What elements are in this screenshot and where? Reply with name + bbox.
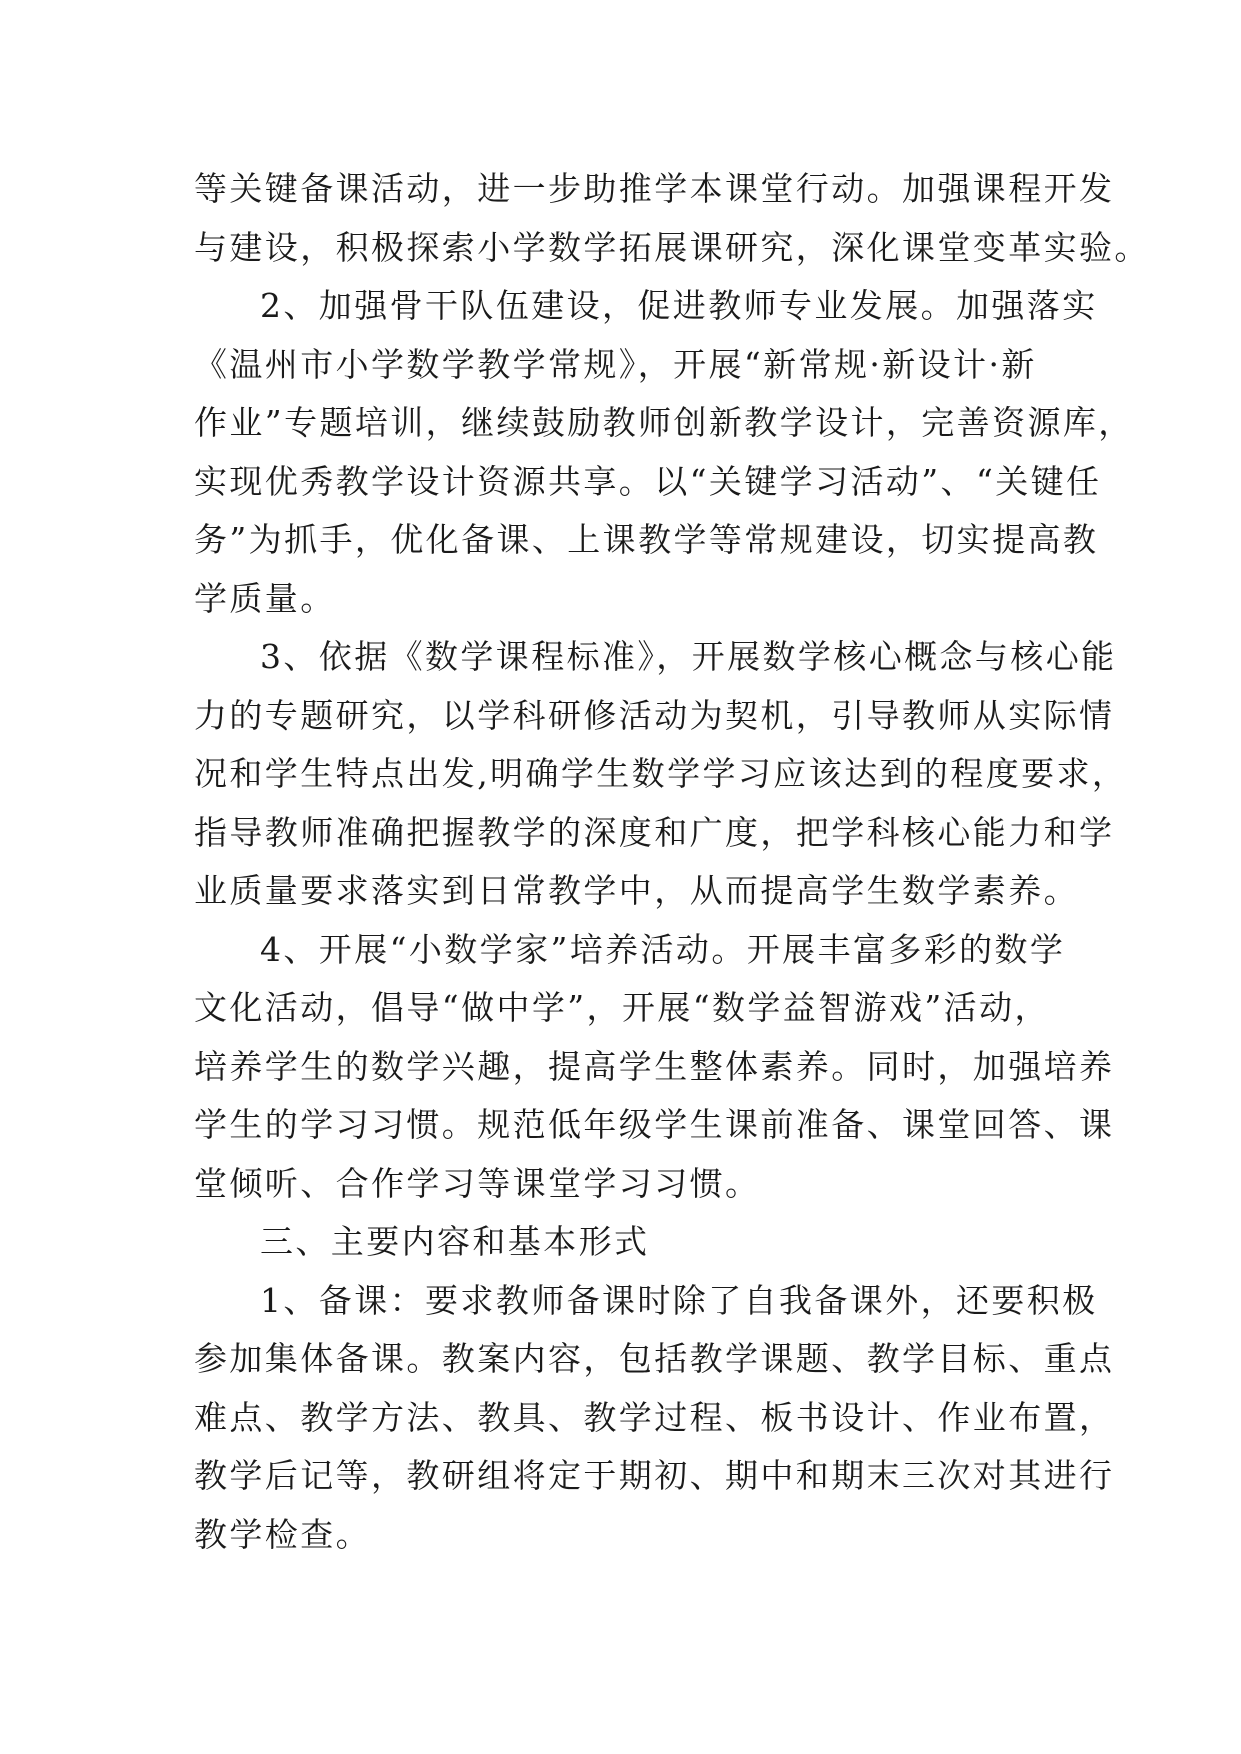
paragraph-1 <box>194 160 1150 277</box>
text-line: 学质量。 <box>194 578 336 618</box>
text-line: 与建设，积极探索小学数学拓展课研究，深化课堂变革实验。 <box>194 227 1150 267</box>
text-line: 难点、教学方法、教具、教学过程、板书设计、作业布置， <box>194 1397 1115 1437</box>
text-line: 力的专题研究，以学科研修活动为契机，引导教师从实际情 <box>194 695 1115 735</box>
text-line: 4、开展“小数学家”培养活动。开展丰富多彩的数学 <box>260 929 1066 969</box>
paragraph-2 <box>194 277 1134 628</box>
text-line: 2、加强骨干队伍建设，促进教师专业发展。加强落实 <box>260 286 1098 325</box>
paragraph-3 <box>194 628 1128 921</box>
text-line: 文化活动，倡导“做中学”，开展“数学益智游戏”活动， <box>194 988 1050 1027</box>
text-line: 《温州市小学数学教学常规》，开展“新常规·新设计·新 <box>194 344 1037 384</box>
text-line: 况和学生特点出发,明确学生数学学习应该达到的程度要求， <box>194 754 1128 793</box>
text-line: 务”为抓手，优化备课、上课教学等常规建设，切实提高教 <box>194 520 1099 559</box>
section-heading <box>194 1213 1066 1272</box>
text-line: 参加集体备课。教案内容，包括教学课题、教学目标、重点 <box>194 1339 1115 1378</box>
paragraph-5 <box>194 1272 1115 1565</box>
text-line: 教学检查。 <box>194 1514 371 1554</box>
text-line: 学生的学习习惯。规范低年级学生课前准备、课堂回答、课 <box>194 1105 1115 1144</box>
text-line: 作业”专题培训，继续鼓励教师创新教学设计，完善资源库， <box>194 403 1134 442</box>
text-line: 3、依据《数学课程标准》，开展数学核心概念与核心能 <box>260 637 1117 676</box>
heading-line: 三、主要内容和基本形式 <box>260 1222 650 1261</box>
text-line: 教学后记等，教研组将定于期初、期中和期末三次对其进行 <box>194 1456 1115 1495</box>
document-body <box>194 160 1150 1564</box>
text-line: 业质量要求落实到日常教学中，从而提高学生数学素养。 <box>194 871 1079 910</box>
paragraph-4 <box>194 921 1115 1214</box>
text-line: 实现优秀教学设计资源共享。以“关键学习活动”、“关键任 <box>194 461 1102 501</box>
text-line: 培养学生的数学兴趣，提高学生整体素养。同时，加强培养 <box>194 1046 1115 1086</box>
text-line: 等关键备课活动，进一步助推学本课堂行动。加强课程开发 <box>194 169 1115 208</box>
text-line: 指导教师准确把握教学的深度和广度，把学科核心能力和学 <box>194 812 1115 852</box>
text-line: 堂倾听、合作学习等课堂学习习惯。 <box>194 1163 761 1203</box>
text-line: 1、备课：要求教师备课时除了自我备课外，还要积极 <box>260 1280 1098 1320</box>
